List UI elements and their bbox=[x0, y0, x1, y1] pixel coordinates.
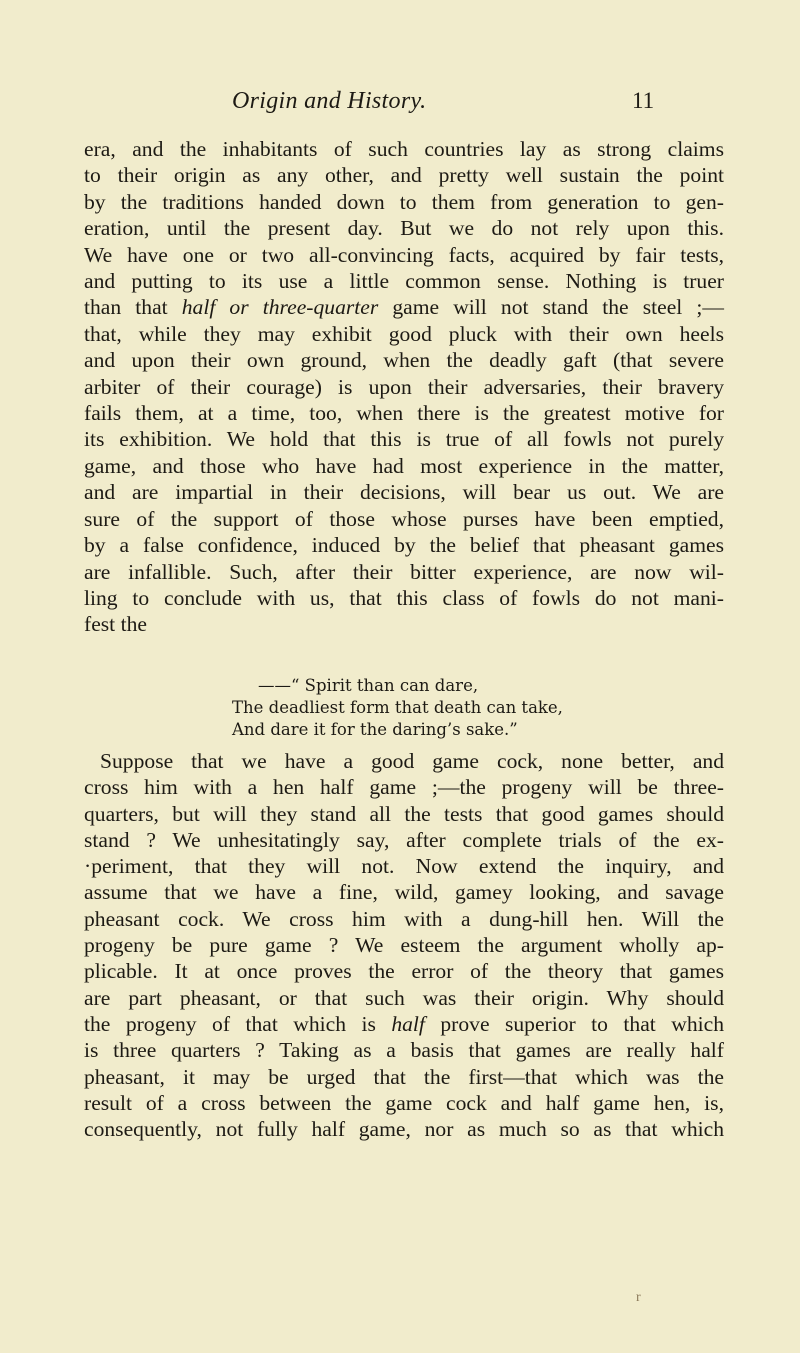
text-segment: than that bbox=[84, 295, 182, 320]
text-line: its exhibition. We hold that this is true of all fowls not purely bbox=[84, 427, 724, 452]
text-line: game, and those who have had most experience in the matter, bbox=[84, 453, 724, 478]
text-line: arbiter of their courage) is upon their adversaries, their bravery bbox=[84, 374, 724, 399]
text-line: and upon their own ground, when the deadly gaft (that severe bbox=[84, 348, 724, 373]
text-line: by the traditions handed down to them from generation to gen- bbox=[84, 189, 724, 214]
paragraph-1 bbox=[84, 136, 724, 638]
running-title: Origin and History. bbox=[232, 88, 427, 114]
text-line-with-italic bbox=[84, 294, 724, 320]
text-line: consequently, not fully half game, nor as much so as that which bbox=[84, 1117, 724, 1142]
text-line: pheasant, it may be urged that the first—that which was the bbox=[84, 1064, 724, 1089]
text-line: are infallible. Such, after their bitter experience, are now wil- bbox=[84, 559, 724, 584]
italic-word: half bbox=[391, 1011, 425, 1036]
running-header bbox=[0, 88, 800, 122]
text-line: ling to conclude with us, that this class of fowls do not mani- bbox=[84, 585, 724, 610]
text-line: sure of the support of those whose purses have been emptied, bbox=[84, 506, 724, 531]
text-line-with-italic bbox=[84, 1011, 724, 1037]
text-line: that, while they may exhibit good pluck with their own heels bbox=[84, 321, 724, 346]
text-line: to their origin as any other, and pretty well sustain the point bbox=[84, 163, 724, 188]
catchword-mark: r bbox=[636, 1290, 641, 1305]
text-segment: the progeny of that which is bbox=[84, 1011, 392, 1036]
text-line: ·periment, that they will not. Now extend the inquiry, and bbox=[84, 854, 724, 879]
text-line: Suppose that we have a good game cock, none better, and bbox=[100, 749, 724, 773]
italic-phrase: half or three-quarter bbox=[181, 295, 379, 320]
text-line: fest the bbox=[84, 612, 147, 637]
text-line: quarters, but will they stand all the tests that good games should bbox=[84, 801, 724, 826]
text-segment: game will not stand the steel ;— bbox=[392, 295, 724, 320]
text-line: We have one or two all-convincing facts, acquired by fair tests, bbox=[84, 242, 724, 267]
text-segment: prove superior to that which bbox=[440, 1011, 725, 1036]
verse-line: The deadliest form that death can take, bbox=[232, 698, 563, 717]
text-line: progeny be pure game ? We esteem the argument wholly ap- bbox=[84, 933, 724, 958]
text-line: by a false confidence, induced by the belief that pheasant games bbox=[84, 533, 724, 558]
paragraph-2 bbox=[84, 748, 724, 1142]
text-line: pheasant cock. We cross him with a dung-hill hen. Will the bbox=[84, 906, 724, 931]
verse-line: And dare it for the daring’s sake.” bbox=[232, 720, 518, 739]
verse-line: ——“ Spirit than can dare, bbox=[258, 676, 479, 695]
text-line: cross him with a hen half game ;—the progeny will be three- bbox=[84, 775, 724, 800]
text-line: and are impartial in their decisions, will bear us out. We are bbox=[84, 480, 724, 505]
text-line: are part pheasant, or that such was their origin. Why should bbox=[84, 985, 724, 1010]
text-line: assume that we have a fine, wild, gamey looking, and savage bbox=[84, 880, 724, 905]
text-line: fails them, at a time, too, when there is the greatest motive for bbox=[84, 401, 724, 426]
text-line: result of a cross between the game cock and half game hen, is, bbox=[84, 1090, 724, 1115]
text-line: era, and the inhabitants of such countries lay as strong claims bbox=[84, 137, 724, 161]
text-line: is three quarters ? Taking as a basis that games are really half bbox=[84, 1038, 724, 1063]
page-number: 11 bbox=[632, 88, 655, 113]
text-line: and putting to its use a little common sense. Nothing is truer bbox=[84, 269, 724, 294]
text-line: plicable. It at once proves the error of the theory that games bbox=[84, 959, 724, 984]
text-line: stand ? We unhesitatingly say, after complete trials of the ex- bbox=[84, 827, 724, 852]
text-line: eration, until the present day. But we do not rely upon this. bbox=[84, 216, 724, 241]
